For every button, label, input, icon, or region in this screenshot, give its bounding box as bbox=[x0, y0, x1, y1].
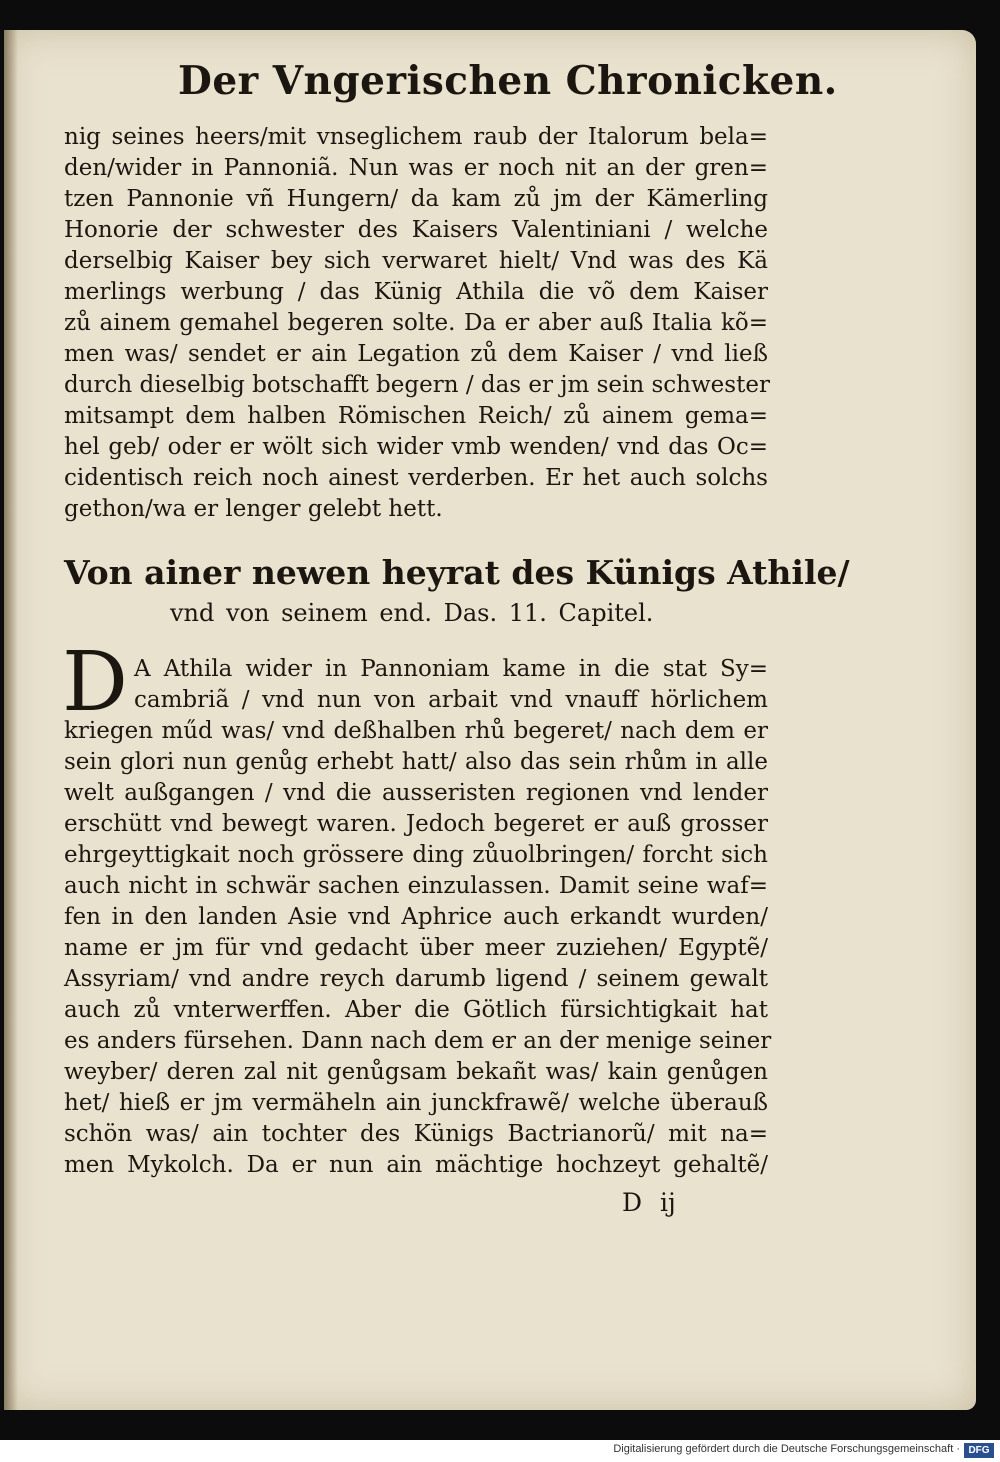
text-line: mitsampt dem halben Römischen Reich/ zů ainem gema= bbox=[64, 403, 768, 429]
chapter-subheading: vnd von seinem end. Das. 11. Capitel. bbox=[170, 599, 654, 627]
text-line: schön was/ ain tochter des Künigs Bactrianorũ/ mit na= bbox=[64, 1121, 768, 1147]
text-line: gethon/wa er lenger gelebt hett. bbox=[64, 496, 443, 522]
text-line: zů ainem gemahel begeren solte. Da er aber auß Italia kõ= bbox=[64, 310, 768, 336]
text-line: auch zů vnterwerffen. Aber die Götlich fürsichtigkait hat bbox=[64, 997, 768, 1023]
text-line: ehrgeyttigkait noch grössere ding zůuolbringen/ forcht sich bbox=[64, 842, 768, 868]
text-line: erschütt vnd bewegt waren. Jedoch begeret er auß grosser bbox=[64, 811, 768, 837]
text-line: A Athila wider in Pannoniam kame in die stat Sy= bbox=[134, 656, 768, 682]
text-line: welt außgangen / vnd die ausseristen regionen vnd lender bbox=[64, 780, 768, 806]
text-line: weyber/ deren zal nit genůgsam bekañt was/ kain genůgen bbox=[64, 1059, 768, 1085]
text-line: merlings werbung / das Künig Athila die võ dem Kaiser bbox=[64, 279, 768, 305]
text-line: tzen Pannonie vñ Hungern/ da kam zů jm der Kämerling bbox=[64, 186, 768, 212]
text-line: cambriã / vnd nun von arbait vnd vnauff hörlichem bbox=[134, 687, 768, 713]
footer-credit: Digitalisierung gefördert durch die Deutsche Forschungsgemeinschaft · bbox=[613, 1443, 960, 1455]
text-line: hel geb/ oder er wölt sich wider vmb wenden/ vnd das Oc= bbox=[64, 434, 768, 460]
text-line: cidentisch reich noch ainest verderben. Er het auch solchs bbox=[64, 465, 768, 491]
chapter-heading: Von ainer newen heyrat des Künigs Athile/ bbox=[64, 553, 850, 592]
running-head: Der Vngerischen Chronicken. bbox=[178, 58, 838, 104]
text-line: fen in den landen Asie vnd Aphrice auch erkandt wurden/ bbox=[64, 904, 768, 930]
text-line: men was/ sendet er ain Legation zů dem Kaiser / vnd ließ bbox=[64, 341, 768, 367]
text-line: nig seines heers/mit vnseglichem raub der Italorum bela= bbox=[64, 124, 768, 150]
footer-bar bbox=[0, 1440, 1000, 1462]
text-line: derselbig Kaiser bey sich verwaret hielt/ Vnd was des Kä bbox=[64, 248, 768, 274]
text-line: kriegen műd was/ vnd deßhalben rhů begeret/ nach dem er bbox=[64, 718, 768, 744]
text-line: den/wider in Pannoniã. Nun was er noch nit an der gren= bbox=[64, 155, 768, 181]
text-line: men Mykolch. Da er nun ain mächtige hochzeyt gehaltẽ/ bbox=[64, 1152, 768, 1178]
text-line: Honorie der schwester des Kaisers Valentiniani / welche bbox=[64, 217, 768, 243]
text-line: durch dieselbig botschafft begern / das er jm sein schwester bbox=[64, 372, 770, 398]
text-line: name er jm für vnd gedacht über meer zuziehen/ Egyptẽ/ bbox=[64, 935, 768, 961]
text-line: auch nicht in schwär sachen einzulassen. Damit seine waf= bbox=[64, 873, 768, 899]
dfg-logo: DFG bbox=[964, 1443, 994, 1458]
signature-mark: D ij bbox=[622, 1188, 676, 1217]
drop-cap-initial: D bbox=[62, 635, 128, 730]
text-line: Assyriam/ vnd andre reych darumb ligend / seinem gewalt bbox=[64, 966, 768, 992]
text-line: es anders fürsehen. Dann nach dem er an der menige seiner bbox=[64, 1028, 772, 1054]
text-line: het/ hieß er jm vermäheln ain junckfrawẽ/ welche überauß bbox=[64, 1090, 768, 1116]
page-gutter-shadow bbox=[4, 30, 18, 1410]
text-line: sein glori nun genůg erhebt hatt/ also das sein rhům in alle bbox=[64, 749, 768, 775]
